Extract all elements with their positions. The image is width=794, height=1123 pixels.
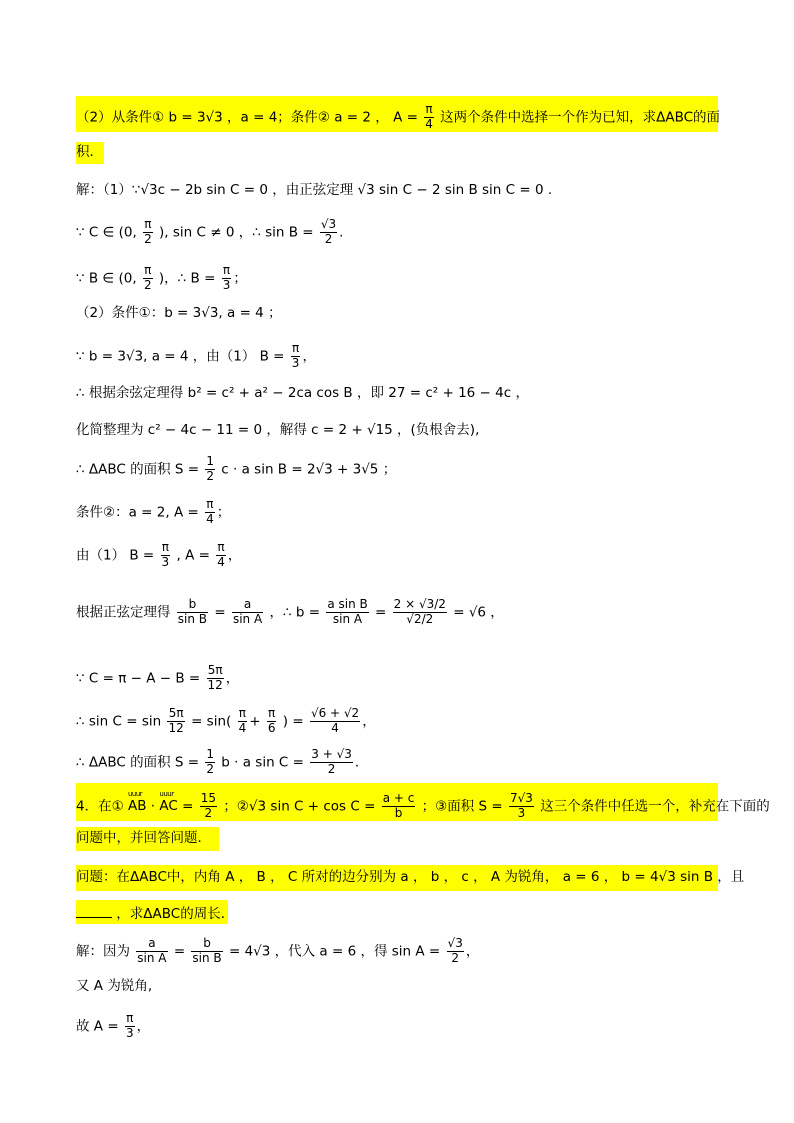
solution-line-13: ∴ sin C = sin $\frac{5\pi}{12}$ = sin( $\frac{\pi}{4}$ + $\frac{\pi}{6}$ ) = $\frac{√6 + √2}{4}$ ， bbox=[76, 706, 376, 735]
q2-condition1: b = 3√3 ，a = 4；条件② bbox=[168, 109, 330, 126]
solution-line-2: ∵ C ∈ (0, $\frac{\pi}{2}$ ), sin C ≠ 0 ，∴ sin B = $\frac{√3}{2}$ . bbox=[76, 217, 344, 246]
solution-line-9: 条件②：a = 2, A = $\frac{\pi}{4}$ ； bbox=[76, 497, 231, 526]
fraction-pi-over-3: $\frac{\pi}{3}$ bbox=[161, 540, 170, 569]
fraction-b-over-sinB: $\frac{b}{\text{sin B}}$ bbox=[192, 936, 222, 965]
fraction-pi-over-2: $\frac{\pi}{2}$ bbox=[144, 217, 152, 246]
fraction-b-over-sinB: $\frac{b}{\text{sin B}}$ bbox=[177, 597, 208, 626]
solution-line-11: 根据正弦定理得 $\frac{b}{\text{sin B}}$ = $\frac{a}{\text{sin A}}$ ，∴ b = $\frac{\text{a sin B}}{\text{sin A}}$ = $\frac{2 \times √3/2}{√2/2}$ = √6 ， bbox=[76, 597, 504, 626]
q2-condition2-angle: A = bbox=[393, 109, 418, 126]
fraction-compound: $\frac{2 \times √3/2}{√2/2}$ bbox=[393, 597, 446, 626]
q4-solution-line1: 解：因为 $\frac{a}{\text{sin A}}$ = $\frac{b}{\text{sin B}}$ = 4√3 ，代入 a = 6 ，得 sin A = $\frac{√3}{2}$ ， bbox=[76, 936, 480, 965]
solution-line-12: ∵ C = π − A − B = $\frac{5\pi}{12}$ ， bbox=[76, 663, 240, 692]
fraction-a-over-sinA: $\frac{a}{\text{sin A}}$ bbox=[232, 597, 263, 626]
fraction-a-over-sinA: $\frac{a}{\text{sin A}}$ bbox=[137, 936, 167, 965]
fraction-asinB-over-sinA: $\frac{\text{a sin B}}{\text{sin A}}$ bbox=[327, 597, 368, 626]
fraction-1-over-2: $\frac{1}{2}$ bbox=[206, 454, 214, 483]
solution-line-3: ∵ B ∈ (0, $\frac{\pi}{2}$ )，∴ B = $\frac{\pi}{3}$ ； bbox=[76, 263, 247, 292]
fraction-pi-over-3: $\frac{\pi}{3}$ bbox=[222, 263, 231, 292]
fraction-7sqrt3-over-3: $\frac{7√3}{3}$ bbox=[510, 791, 533, 820]
fraction-pi-over-4: $\frac{\pi}{4}$ bbox=[206, 497, 214, 526]
q2-prompt-line1 bbox=[76, 103, 720, 132]
q2-condition2: a = 2 ， bbox=[334, 109, 389, 126]
q4-problem-line2: ，求ΔABC的周长． bbox=[76, 905, 234, 922]
fraction-pi-over-2: $\frac{\pi}{2}$ bbox=[143, 263, 152, 292]
vector-AC: uuur AC bbox=[159, 800, 177, 814]
fraction-1-over-2: $\frac{1}{2}$ bbox=[206, 747, 214, 776]
solution-line-5: ∵ b = 3√3, a = 4 ，由（1） B = $\frac{\pi}{3}$ ， bbox=[76, 341, 316, 370]
q2-prompt-prefix: （2）从条件① bbox=[76, 109, 165, 126]
fraction-5pi-over-12: $\frac{5\pi}{12}$ bbox=[168, 706, 184, 735]
fraction-5pi-over-12: $\frac{5\pi}{12}$ bbox=[207, 663, 223, 692]
fraction-pi-over-3: $\frac{\pi}{3}$ bbox=[125, 1011, 134, 1040]
fraction-sqrt3-over-2: $\frac{√3}{2}$ bbox=[447, 936, 463, 965]
fraction-pi-over-4: $\frac{\pi}{4}$ bbox=[238, 706, 247, 735]
vector-AB: uuur AB bbox=[128, 800, 147, 814]
answer-blank[interactable] bbox=[76, 905, 112, 918]
solution-line-4: （2）条件①：b = 3√3, a = 4 ； bbox=[76, 305, 282, 321]
fraction-pi-over-3: $\frac{\pi}{3}$ bbox=[291, 341, 300, 370]
fraction-15-over-2: $\frac{15}{2}$ bbox=[200, 791, 217, 820]
q4-prompt-line2: 问题中，并回答问题． bbox=[76, 830, 211, 846]
solution-line-8: ∴ ΔABC 的面积 S = $\frac{1}{2}$ c · a sin B = 2√3 + 3√5 ； bbox=[76, 454, 397, 483]
fraction-sqrt3-over-2: $\frac{√3}{2}$ bbox=[320, 217, 337, 246]
fraction-pi-over-4: $\frac{\pi}{4}$ bbox=[425, 102, 433, 131]
fraction-3plussqrt3-over-2: $\frac{3 + √3}{2}$ bbox=[311, 747, 352, 776]
solution-line-10: 由（1） B = $\frac{\pi}{3}$ , A = $\frac{\pi}{4}$ ， bbox=[76, 540, 242, 569]
solution-line-6: ∴ 根据余弦定理得 b² = c² + a² − 2ca cos B ，即 27 = c² + 16 − 4c ， bbox=[76, 385, 529, 401]
solution-line-7: 化简整理为 c² − 4c − 11 = 0 ，解得 c = 2 + √15 ，(负根舍去), bbox=[76, 422, 480, 438]
fraction-pi-over-4: $\frac{\pi}{4}$ bbox=[217, 540, 225, 569]
q2-prompt-line2: 积． bbox=[76, 144, 103, 160]
q4-prompt-line1: 4．在① uuur AB · uuur AC = $\frac{15}{2}$ ；②√3 sin C + cos C = $\frac{a + c}{b}$ ；③面积 S = $\frac{7√3}{3}$ 这三个条件中任选一个，补充在下面的 bbox=[76, 792, 770, 821]
q4-solution-line2: 又 A 为锐角, bbox=[76, 978, 153, 994]
fraction-pi-over-6: $\frac{\pi}{6}$ bbox=[267, 706, 276, 735]
q4-solution-line3: 故 A = $\frac{\pi}{3}$ ， bbox=[76, 1011, 151, 1040]
q2-prompt-tail: 这两个条件中选择一个作为已知，求ΔABC的面 bbox=[440, 109, 721, 126]
fraction-aplusc-over-b: $\frac{a + c}{b}$ bbox=[382, 791, 415, 820]
q4-problem-line1: 问题：在ΔABC中，内角 A ， B ， C 所对的边分别为 a ， b ， c ， A 为锐角， a = 6 ， b = 4√3 sin B ，且 bbox=[76, 869, 745, 885]
solution-line-14: ∴ ΔABC 的面积 S = $\frac{1}{2}$ b · a sin C = $\frac{3 + √3}{2}$ . bbox=[76, 747, 360, 776]
fraction-sqrt6plus2-over-4: $\frac{√6 + √2}{4}$ bbox=[310, 706, 360, 735]
solution-line-1: 解：（1）∵√3c − 2b sin C = 0 ，由正弦定理 √3 sin C − 2 sin B sin C = 0 . bbox=[76, 182, 553, 198]
